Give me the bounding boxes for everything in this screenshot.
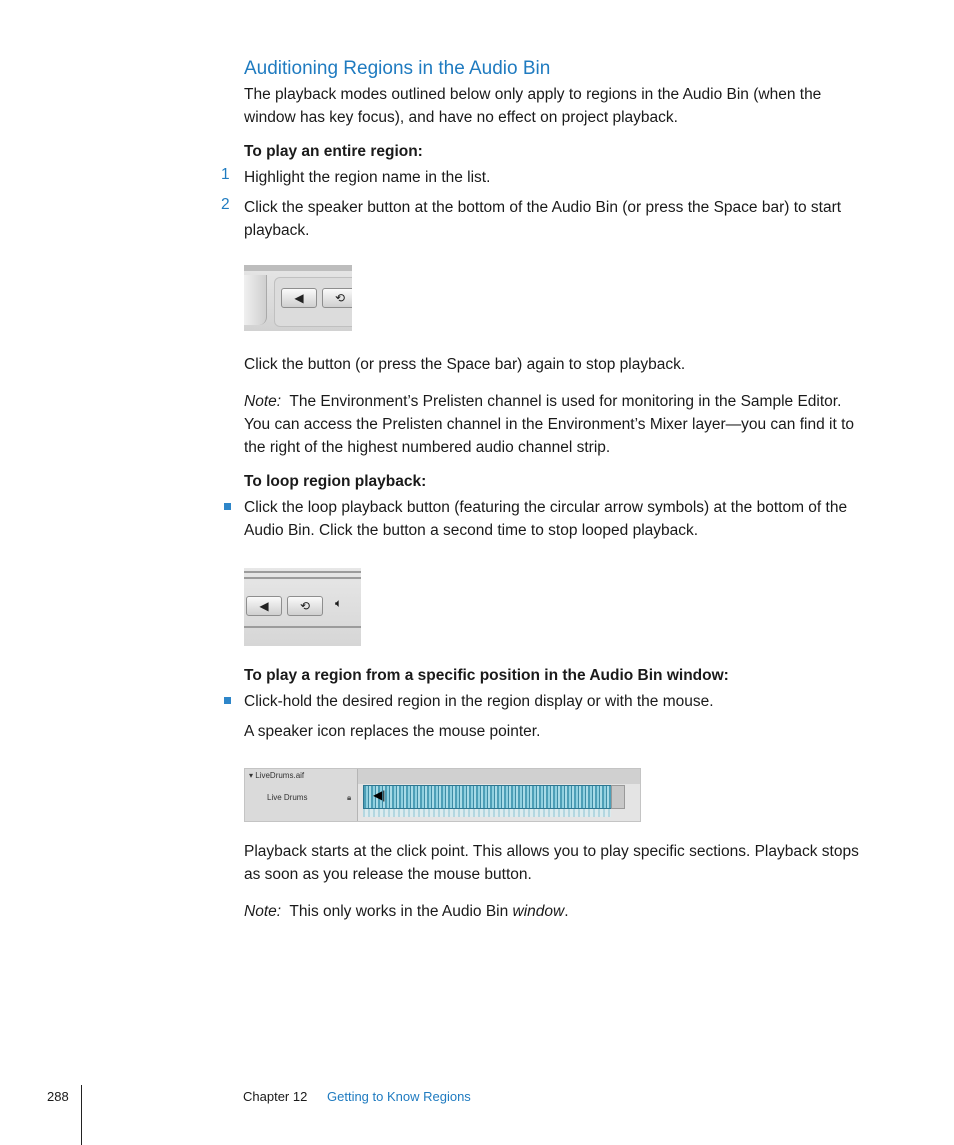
note-label: Note: <box>244 903 282 920</box>
closing-paragraph: Playback starts at the click point. This allows you to play specific sections. Playback stops as soon as you release the mouse button. <box>244 843 859 883</box>
intro-paragraph: The playback modes outlined below only apply to regions in the Audio Bin (when the window has key focus), and have no effect on project playback. <box>244 86 822 126</box>
page-number: 288 <box>47 1089 69 1104</box>
note-emphasis: window <box>512 903 565 920</box>
loop-button <box>287 596 323 616</box>
step-2-text: Click the speaker button at the bottom of the Audio Bin (or press the Space bar) to start playback. <box>244 199 842 239</box>
loop-bullet-text: Click the loop playback button (featuring the circular arrow symbols) at the bottom of the Audio Bin. Click the button a second time to stop looped playback. <box>244 499 848 539</box>
note-paragraph-1 <box>244 390 869 459</box>
speaker-icon: ◀ <box>259 599 269 613</box>
divider-line <box>244 571 361 573</box>
step-number-1: 1 <box>221 166 230 183</box>
loop-icon: ⟲ <box>299 599 311 613</box>
note-text: This only works in the Audio Bin <box>289 903 513 920</box>
lock-icon: 🔒︎ <box>347 793 352 802</box>
region-name: Live Drums <box>267 793 308 802</box>
volume-icon: 🔈︎ <box>335 596 343 610</box>
section-title: Auditioning Regions in the Audio Bin <box>244 58 551 79</box>
region-end-cap <box>611 785 625 809</box>
chapter-title: Getting to Know Regions <box>327 1089 471 1104</box>
divider-line <box>244 577 361 579</box>
loop-icon: ⟲ <box>334 291 346 305</box>
speaker-cursor-icon: ◀| <box>373 788 386 802</box>
window-corner <box>244 275 267 325</box>
speaker-button <box>246 596 282 616</box>
speaker-icon: ◀ <box>294 291 304 305</box>
speaker-button-screenshot <box>244 265 352 331</box>
speaker-button <box>281 288 317 308</box>
audio-file-name: ▾ LiveDrums.aif <box>249 771 305 780</box>
step-number-2: 2 <box>221 196 230 213</box>
loop-heading: To loop region playback: <box>244 473 427 490</box>
note-label: Note: <box>244 393 282 410</box>
chapter-label: Chapter 12 <box>243 1089 308 1104</box>
footer-divider <box>81 1085 82 1145</box>
note-text: The Environment’s Prelisten channel is used for monitoring in the Sample Editor. You can access the Prelisten channel in the Environment’s Mixer layer—you can find it to the right of the highest numbered audio channel strip. <box>244 393 854 456</box>
bullet-marker <box>224 503 231 510</box>
note-end: . <box>564 903 569 920</box>
play-entire-heading: To play an entire region: <box>244 143 423 160</box>
divider-line <box>244 626 361 628</box>
loop-button <box>322 288 352 308</box>
bullet-marker <box>224 697 231 704</box>
loop-button-screenshot <box>244 568 361 646</box>
note-paragraph-2 <box>244 900 869 923</box>
waveform-display <box>363 785 613 809</box>
specific-bullet-text: Click-hold the desired region in the region display or with the mouse. <box>244 693 714 710</box>
window-edge <box>244 265 352 271</box>
speaker-icon-text: A speaker icon replaces the mouse pointer. <box>244 723 541 740</box>
waveform-shadow <box>363 809 611 817</box>
stop-playback-text: Click the button (or press the Space bar) again to stop playback. <box>244 356 686 373</box>
region-playback-screenshot <box>244 768 641 822</box>
specific-position-heading: To play a region from a specific position in the Audio Bin window: <box>244 667 729 684</box>
step-1-text: Highlight the region name in the list. <box>244 169 491 186</box>
